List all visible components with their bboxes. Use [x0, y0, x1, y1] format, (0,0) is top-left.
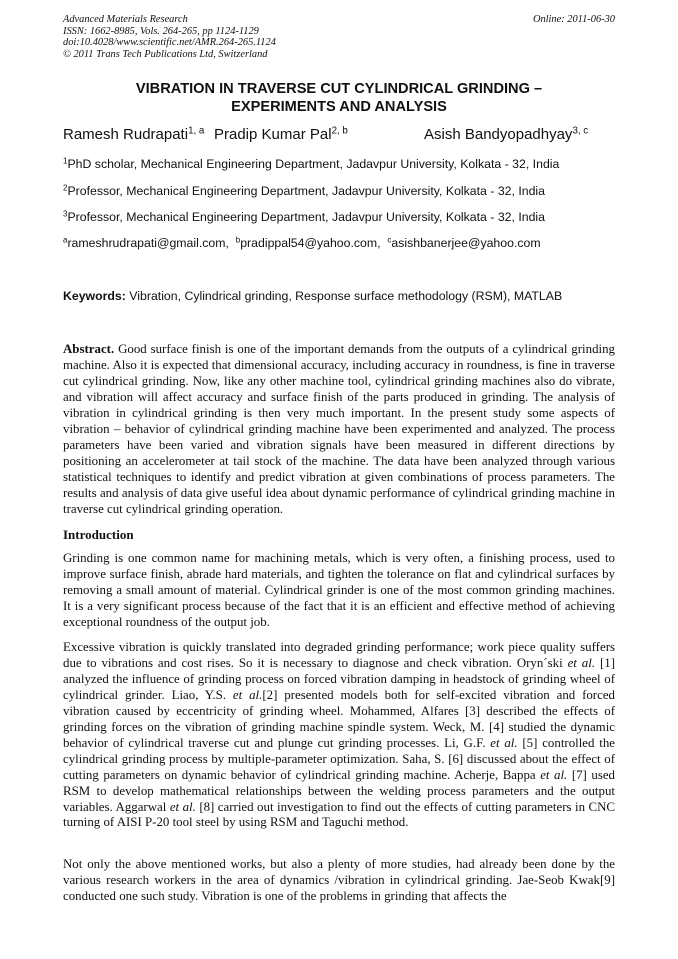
paper-title	[63, 81, 615, 116]
email-link[interactable]: $^c$asishbanerjee@yahoo.com	[387, 235, 541, 250]
abstract	[63, 342, 615, 517]
copyright-line: © 2011 Trans Tech Publications Ltd, Switzerland	[63, 48, 268, 60]
keywords-label: Keywords:	[63, 289, 126, 303]
keywords	[63, 289, 562, 303]
journal-name: Advanced Materials Research	[63, 14, 188, 25]
intro-paragraph-3: Not only the above mentioned works, but also a plenty of more studies, had already been done by the various research workers in the area of dynamics /vibration in cylindrical grinding. Jae-Seob Kwak[9] conducted one such study. Vibration is one of the problems in grinding that affects the	[63, 857, 615, 903]
intro-paragraph-2: Excessive vibration is quickly translated into degraded grinding performance; work piece quality suffers due to vibrations and cost rises. So it is necessary to diagnose and check vibration. Oryn´ski et al. [1] analyzed the influence of grinding process on forced vibration damping in headstock of grinding wheel of cylindrical grinder. Liao, Y.S. et al.[2] presented models both for self-excited vibration and forced vibration caused by eccentricity of grinding wheel. Mohammed, Alfares [3] described the effects of grinding forces on the vibration of grinding machine spindle system. Weck, M. [4] studied the dynamic behavior of cylindrical traverse cut and plunge cut grinding processes. Li, G.F. et al. [5] controlled the cylindrical grinding process by multiple-parameter optimization. Saha, S. [6] discussed about the effect of cutting parameters on dynamic behavior of cylindrical grinding machine. Acherje, Bappa et al. [7] used RSM to develop mathematical relationships between the welding process parameters and the output variables. Aggarwal et al. [8] carried out investigation to find out the effects of cutting parameters in CNC turning of AISI P-20 tool steel by using RSM and Taguchi method.	[63, 640, 615, 830]
email-line	[63, 236, 623, 250]
author: Pradip Kumar Pal$^{2, b}$	[214, 125, 348, 143]
title-line-2: EXPERIMENTS AND ANALYSIS	[231, 98, 447, 115]
affiliation: $^1$PhD scholar, Mechanical Engineering Department, Jadavpur University, Kolkata - 32, India	[63, 156, 560, 171]
affiliation: $^2$Professor, Mechanical Engineering Department, Jadavpur University, Kolkata - 32, India	[63, 183, 545, 198]
online-date: Online: 2011-06-30	[532, 14, 615, 25]
journal-header	[63, 14, 615, 60]
author: Ramesh Rudrapati$^{1, a}$	[63, 125, 205, 143]
abstract-text: Good surface finish is one of the important demands from the outputs of a cylindrical grinding machine. Also it is expected that dimensional accuracy, including accuracy in roundness, is fine in traverse cut cylindrical grinding. Now, like any other machine tool, cylindrical grinding machines also do vibrate, and vibration will affect accuracy and surface finish of the parts produced in grinding. The analysis of vibration in cylindrical grinding is then very much important. In the present study some aspects of vibration – behavior of cylindrical grinding machine have been experimented and analyzed. The process parameters have been varied and vibration signals have been measured in different directions by positioning an accelerometer at tail stock of the machine. The data have been analyzed through various statistical techniques to identify and predict vibration at given combinations of process parameters. The results and analysis of data give useful idea about dynamic performance of cylindrical grinding machine in traverse cut cylindrical grinding operation.	[63, 342, 615, 516]
author-list	[63, 126, 615, 148]
abstract-label: Abstract.	[63, 342, 115, 356]
doi-line: doi:10.4028/www.scientific.net/AMR.264-265.1124	[63, 37, 276, 49]
title-line-1: VIBRATION IN TRAVERSE CUT CYLINDRICAL GRINDING –	[135, 81, 543, 97]
email-link[interactable]: $^b$pradippal54@yahoo.com,	[235, 235, 381, 250]
keywords-text: Vibration, Cylindrical grinding, Response surface methodology (RSM), MATLAB	[129, 289, 563, 303]
author: Asish Bandyopadhyay$^{3, c}$	[424, 125, 589, 143]
intro-paragraph-1: Grinding is one common name for machining metals, which is very often, a finishing process, used to improve surface finish, abrade hard materials, and tighten the tolerance on flat and cylindrical surfaces by removing a small amount of material. Cylindrical grinder is one of the most common grinding machines. It is a very significant process because of the fact that it is an efficient and effective method of achieving exceptional roundness of the output job.	[63, 551, 615, 629]
issn-line: ISSN: 1662-8985, Vols. 264-265, pp 1124-1129	[63, 25, 259, 37]
section-heading-introduction: Introduction	[63, 527, 134, 542]
affiliation: $^3$Professor, Mechanical Engineering Department, Jadavpur University, Kolkata - 32, India	[63, 209, 545, 224]
email-link[interactable]: $^a$rameshrudrapati@gmail.com,	[63, 235, 229, 250]
